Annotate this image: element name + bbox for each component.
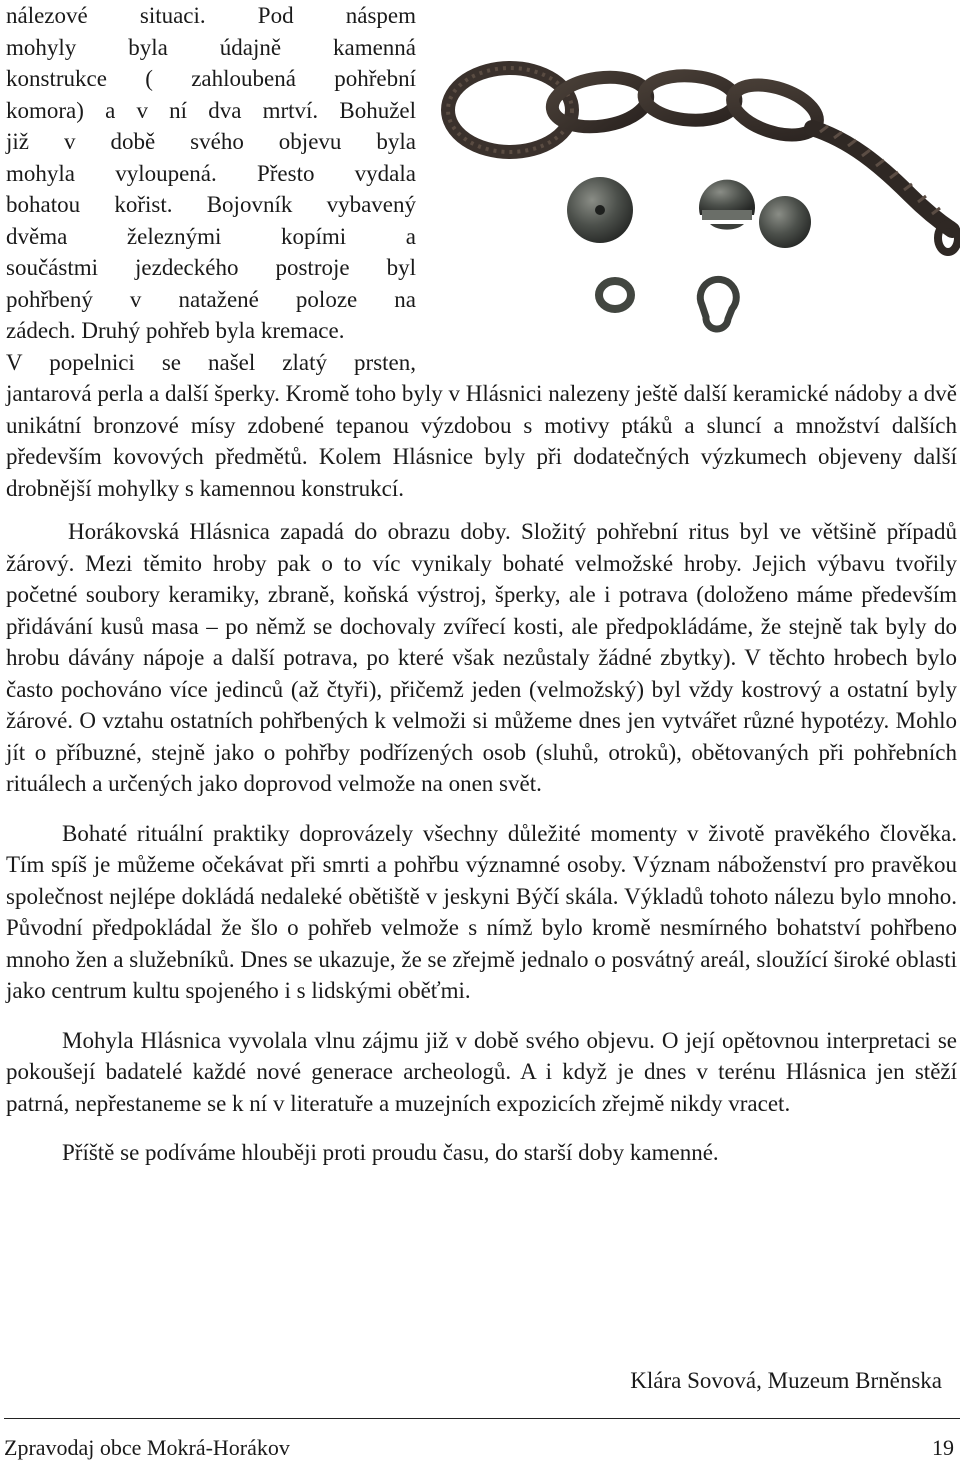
intro-line: pohřbený v natažené poloze na xyxy=(6,286,416,312)
intro-column xyxy=(6,0,416,378)
article-body xyxy=(6,378,957,1169)
intro-line: nálezové situaci. Pod náspem xyxy=(6,3,416,28)
footer-divider xyxy=(4,1418,960,1419)
bronze-ring xyxy=(599,281,631,309)
paragraph: Horákovská Hlásnica zapadá do obrazu doby. Složitý pohřební ritus byl ve většině případů žárový. Mezi těmito hroby pak o to víc vynikaly bohaté velmožské hroby. Jejich výbavu tvořily početné soubory keramiky, zbraně, koňská výstroj, šperky, ale i potrava (doloženo máme především přidávání kusů masa – po němž se dochovaly zvířecí kosti, ale předpokládáme, že stejně tak byly do hrobu dávány nápoje a další potrava, po které však nezůstaly žádné zbytky). V těchto hrobech bylo často pochováno více jedinců (až čtyři), přičemž jeden (velmožský) byl vždy kostrový a ostatní byly žárové. O vztahu ostatních pohřbených k velmoži si můžeme dnes jen vytvářet různé hypotézy. Mohlo jít o příbuzné, stejně jako o pohřby podřízených osob (sluhů, otroků), obětovaných při pohřebních rituálech a určených jako doprovod velmože na onen svět. xyxy=(6,519,957,796)
artifact-photo xyxy=(440,40,960,370)
intro-line: součástmi jezdeckého postroje byl xyxy=(6,255,416,280)
bronze-button xyxy=(699,180,755,215)
paragraph: Příště se podíváme hlouběji proti proudu času, do starší doby kamenné. xyxy=(62,1140,719,1165)
intro-line: konstrukce ( zahloubená pohřební xyxy=(6,66,416,91)
intro-line: již v době svého objevu byla xyxy=(6,129,416,154)
paragraph: jantarová perla a další šperky. Kromě toho byly v Hlásnici nalezeny ještě další keramické nádoby a dvě unikátní bronzové mísy zdobené tepanou výzdobou s motivy ptáků a sluncí a množství dalších především kovových předmětů. Kolem Hlásnice byly při dodatečných výzkumech objeveny další drobnější mohylky s kamennou konstrukcí. xyxy=(6,381,957,501)
intro-line: zádech. Druhý pohřeb byla kremace. xyxy=(6,318,345,343)
bronze-ball xyxy=(759,196,811,248)
intro-line: mohyly byla údajně kamenná xyxy=(6,34,416,60)
intro-line: V popelnici se našel zlatý prsten, xyxy=(6,349,416,375)
paragraph: Bohaté rituální praktiky doprovázely všechny důležité momenty v životě pravěkého člověka. Tím spíš je můžeme očekávat při smrti a pohřbu významné osoby. Význam náboženství pro pravěkou společnost nejlépe dokládá nedaleké obětiště v jeskyni Býčí skála. Výkladů tohoto nálezu bylo mnoho. Původní předpokládal že šlo o pohřeb velmože s nímž bylo kromě nesmírného bohatství pohřbeno mnoho žen a služebníků. Dnes se ukazuje, že se zřejmě jednalo o posvátný areál, sloužící široké oblasti jako centrum kultu spojeného i s lidskými oběťmi. xyxy=(6,820,957,1003)
chain-link xyxy=(643,73,738,123)
bronze-loop xyxy=(700,279,736,329)
intro-line: mohyla vyloupená. Přesto vydala xyxy=(6,160,416,186)
intro-line: dvěma železnými kopími a xyxy=(6,223,416,249)
page-number: 19 xyxy=(932,1435,954,1460)
footer-publication: Zpravodaj obce Mokrá-Horákov xyxy=(4,1435,290,1460)
intro-line: bohatou kořist. Bojovník vybavený xyxy=(6,192,416,217)
intro-line: komora) a v ní dva mrtví. Bohužel xyxy=(6,97,416,123)
author-signature: Klára Sovová, Muzeum Brněnska xyxy=(630,1368,942,1393)
paragraph: Mohyla Hlásnica vyvolala vlnu zájmu již v době svého objevu. O její opětovnou interpretaci se pokoušejí badatelé každé nové generace archeologů. A i když je dnes v terénu Hlásnica jen stěží patrná, nepřestaneme se k ní v literatuře a muzejních expozicích zřejmě nikdy vracet. xyxy=(6,1027,957,1116)
chain-bar xyxy=(812,128,952,230)
